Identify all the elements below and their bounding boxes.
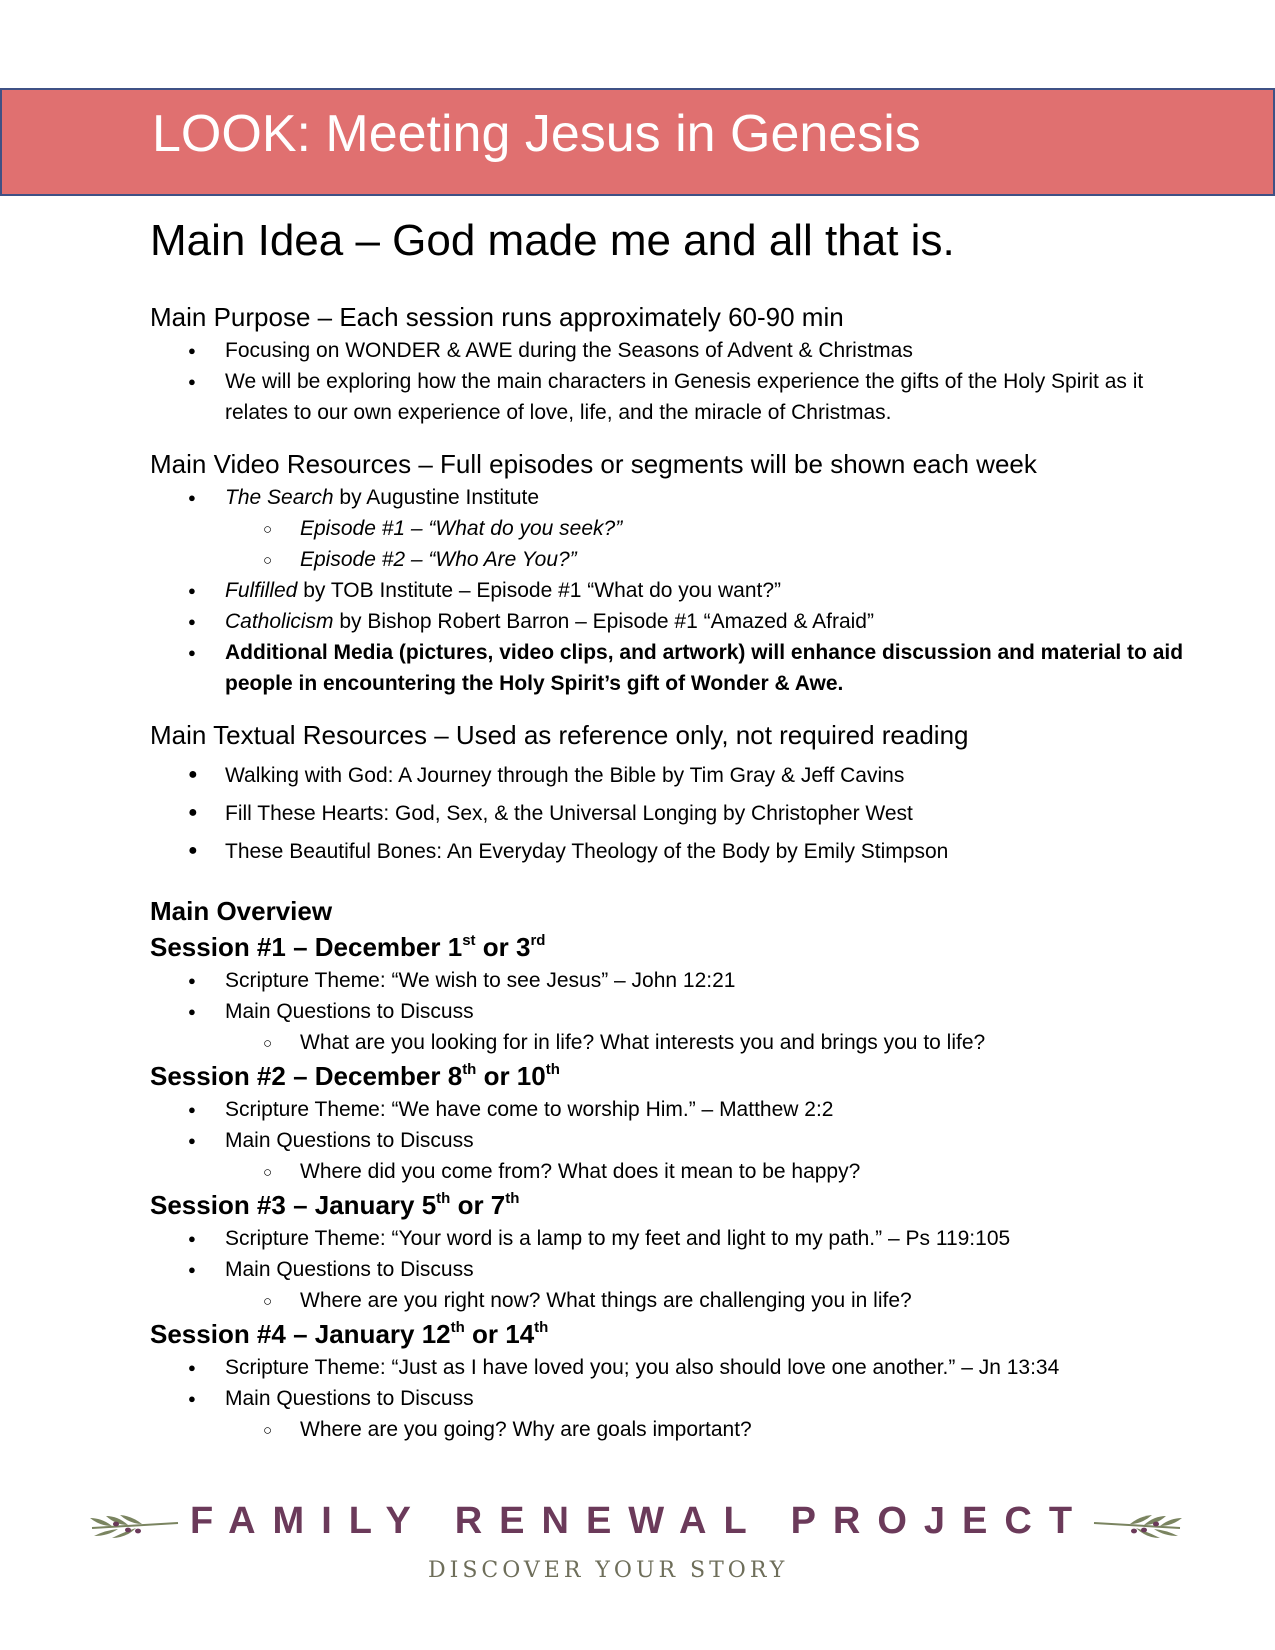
textual-list	[150, 757, 1200, 871]
session-4	[150, 1316, 1200, 1445]
textual-heading: Main Textual Resources – Used as reference only, not required reading	[150, 720, 969, 750]
question: ○ Where did you come from? What does it mean to be happy?	[150, 1156, 1200, 1187]
video-title: The Search	[225, 486, 334, 509]
main-idea: Main Idea – God made me and all that is.	[150, 216, 955, 265]
ordinal-suffix: th	[462, 1061, 477, 1078]
session-date: Session #1 – December 1	[150, 932, 463, 962]
session-list	[150, 965, 1200, 1058]
session-3	[150, 1187, 1200, 1316]
scripture-theme: ● Scripture Theme: “Your word is a lamp to my feet and light to my path.” – Ps 119:105	[150, 1223, 1200, 1254]
ordinal-suffix: th	[505, 1190, 520, 1207]
questions-label: ● Main Questions to Discuss	[150, 1125, 1200, 1156]
session-2	[150, 1058, 1200, 1187]
list-item: ● Fill These Hearts: God, Sex, & the Universal Longing by Christopher West	[150, 795, 1200, 833]
list-item: ● Focusing on WONDER & AWE during the Seasons of Advent & Christmas	[150, 335, 1200, 366]
session-heading	[150, 929, 1200, 965]
session-date: Session #4 – January 12	[150, 1319, 451, 1349]
sub-list-item: ○ Episode #2 – “Who Are You?”	[150, 544, 1200, 575]
ordinal-suffix: rd	[530, 932, 546, 949]
olive-branch-right-icon	[1092, 1510, 1182, 1544]
video-title: Catholicism	[225, 610, 334, 633]
session-alt-date: or 7	[450, 1190, 506, 1220]
ordinal-suffix: th	[545, 1061, 560, 1078]
list-item: ● We will be exploring how the main characters in Genesis experience the gifts of the Holy Spirit as it relates to our own experience of love, life, and the miracle of Christmas.	[150, 366, 1200, 428]
list-item: ● Additional Media (pictures, video clips, and artwork) will enhance discussion and material to aid people in encountering the Holy Spirit’s gift of Wonder & Awe.	[150, 637, 1200, 699]
question: ○ Where are you right now? What things are challenging you in life?	[150, 1285, 1200, 1316]
session-list	[150, 1223, 1200, 1316]
ordinal-suffix: th	[450, 1319, 465, 1336]
session-alt-date: or 10	[476, 1061, 546, 1091]
session-list	[150, 1094, 1200, 1187]
list-item	[150, 482, 1200, 513]
session-date: Session #2 – December 8	[150, 1061, 463, 1091]
brand-name: FAMILY RENEWAL PROJECT	[190, 1500, 1090, 1542]
ordinal-suffix: st	[462, 932, 476, 949]
scripture-theme: ● Scripture Theme: “We wish to see Jesus” – John 12:21	[150, 965, 1200, 996]
list-item: ● Walking with God: A Journey through the Bible by Tim Gray & Jeff Cavins	[150, 757, 1200, 795]
video-source: by Augustine Institute	[333, 486, 540, 509]
session-1	[150, 929, 1200, 1058]
scripture-theme: ● Scripture Theme: “We have come to worship Him.” – Matthew 2:2	[150, 1094, 1200, 1125]
session-alt-date: or 14	[464, 1319, 535, 1349]
ordinal-suffix: th	[534, 1319, 549, 1336]
scripture-theme: ● Scripture Theme: “Just as I have loved you; you also should love one another.” – Jn 13:34	[150, 1352, 1200, 1383]
session-heading	[150, 1058, 1200, 1094]
overview-heading: Main Overview	[150, 896, 333, 926]
question: ○ What are you looking for in life? What interests you and brings you to life?	[150, 1027, 1200, 1058]
video-list	[150, 482, 1200, 699]
olive-branch-left-icon	[90, 1510, 180, 1544]
session-heading	[150, 1316, 1200, 1352]
page-title: LOOK: Meeting Jesus in Genesis	[152, 105, 921, 163]
list-item	[150, 606, 1200, 637]
session-heading	[150, 1187, 1200, 1223]
list-item: ● These Beautiful Bones: An Everyday Theology of the Body by Emily Stimpson	[150, 833, 1200, 871]
questions-label: ● Main Questions to Discuss	[150, 1254, 1200, 1285]
questions-label: ● Main Questions to Discuss	[150, 1383, 1200, 1414]
session-alt-date: or 3	[475, 932, 531, 962]
video-source: by Bishop Robert Barron – Episode #1 “Amazed & Afraid”	[333, 610, 874, 633]
sub-list-item: ○ Episode #1 – “What do you seek?”	[150, 513, 1200, 544]
session-list	[150, 1352, 1200, 1445]
video-source: by TOB Institute – Episode #1 “What do you want?”	[297, 579, 782, 602]
video-title: Fulfilled	[225, 579, 298, 602]
questions-label: ● Main Questions to Discuss	[150, 996, 1200, 1027]
video-heading: Main Video Resources – Full episodes or segments will be shown each week	[150, 449, 1037, 479]
document-body	[150, 205, 1200, 1445]
question: ○ Where are you going? Why are goals important?	[150, 1414, 1200, 1445]
list-item	[150, 575, 1200, 606]
title-banner	[0, 88, 1275, 196]
purpose-heading: Main Purpose – Each session runs approximately 60-90 min	[150, 302, 844, 332]
session-date: Session #3 – January 5	[150, 1190, 437, 1220]
brand-tagline: DISCOVER YOUR STORY	[428, 1558, 789, 1583]
ordinal-suffix: th	[436, 1190, 451, 1207]
purpose-list	[150, 335, 1200, 428]
footer-logo	[0, 1500, 1275, 1610]
